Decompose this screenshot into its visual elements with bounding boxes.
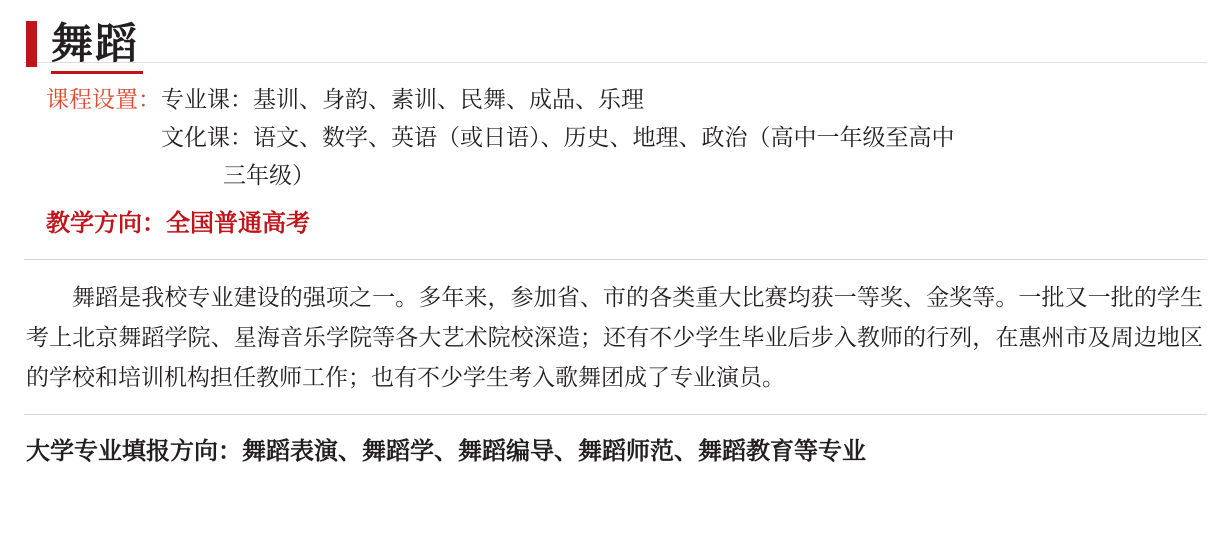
section-title	[22, 0, 1209, 68]
course-settings-label: 课程设置：	[46, 87, 161, 112]
majors-section	[22, 415, 1209, 469]
title-underline	[51, 71, 143, 74]
teaching-direction-label: 教学方向：	[46, 209, 166, 237]
majors-value: 舞蹈表演、舞蹈学、舞蹈编导、舞蹈师范、舞蹈教育等专业	[242, 437, 866, 465]
course-settings-body	[161, 81, 955, 195]
course-line-cultural: 文化课：语文、数学、英语（或日语）、历史、地理、政治（高中一年级至高中	[161, 125, 955, 150]
description-paragraph: 舞蹈是我校专业建设的强项之一。多年来，参加省、市的各类重大比赛均获一等奖、金奖等。一批又一批的学生考上北京舞蹈学院、星海音乐学院等各大艺术院校深造；还有不少学生毕业后步入教师的行列，在惠州市及周边地区的学校和培训机构担任教师工作；也有不少学生考入歌舞团成了专业演员。	[26, 285, 1203, 390]
course-line-cultural-cont: 三年级）	[223, 163, 315, 188]
majors-label: 大学专业填报方向：	[26, 437, 242, 465]
course-line-professional: 专业课：基训、身韵、素训、民舞、成品、乐理	[161, 87, 644, 112]
course-settings-row	[24, 81, 1207, 195]
title-accent-bar	[26, 21, 37, 67]
teaching-direction-value: 全国普通高考	[166, 209, 310, 237]
title-text-wrapper	[51, 21, 139, 67]
teaching-direction-row	[24, 203, 1207, 243]
page-title: 舞蹈	[51, 19, 140, 68]
majors-row	[26, 433, 1205, 469]
course-settings-section	[22, 63, 1209, 259]
description-section	[22, 260, 1209, 414]
